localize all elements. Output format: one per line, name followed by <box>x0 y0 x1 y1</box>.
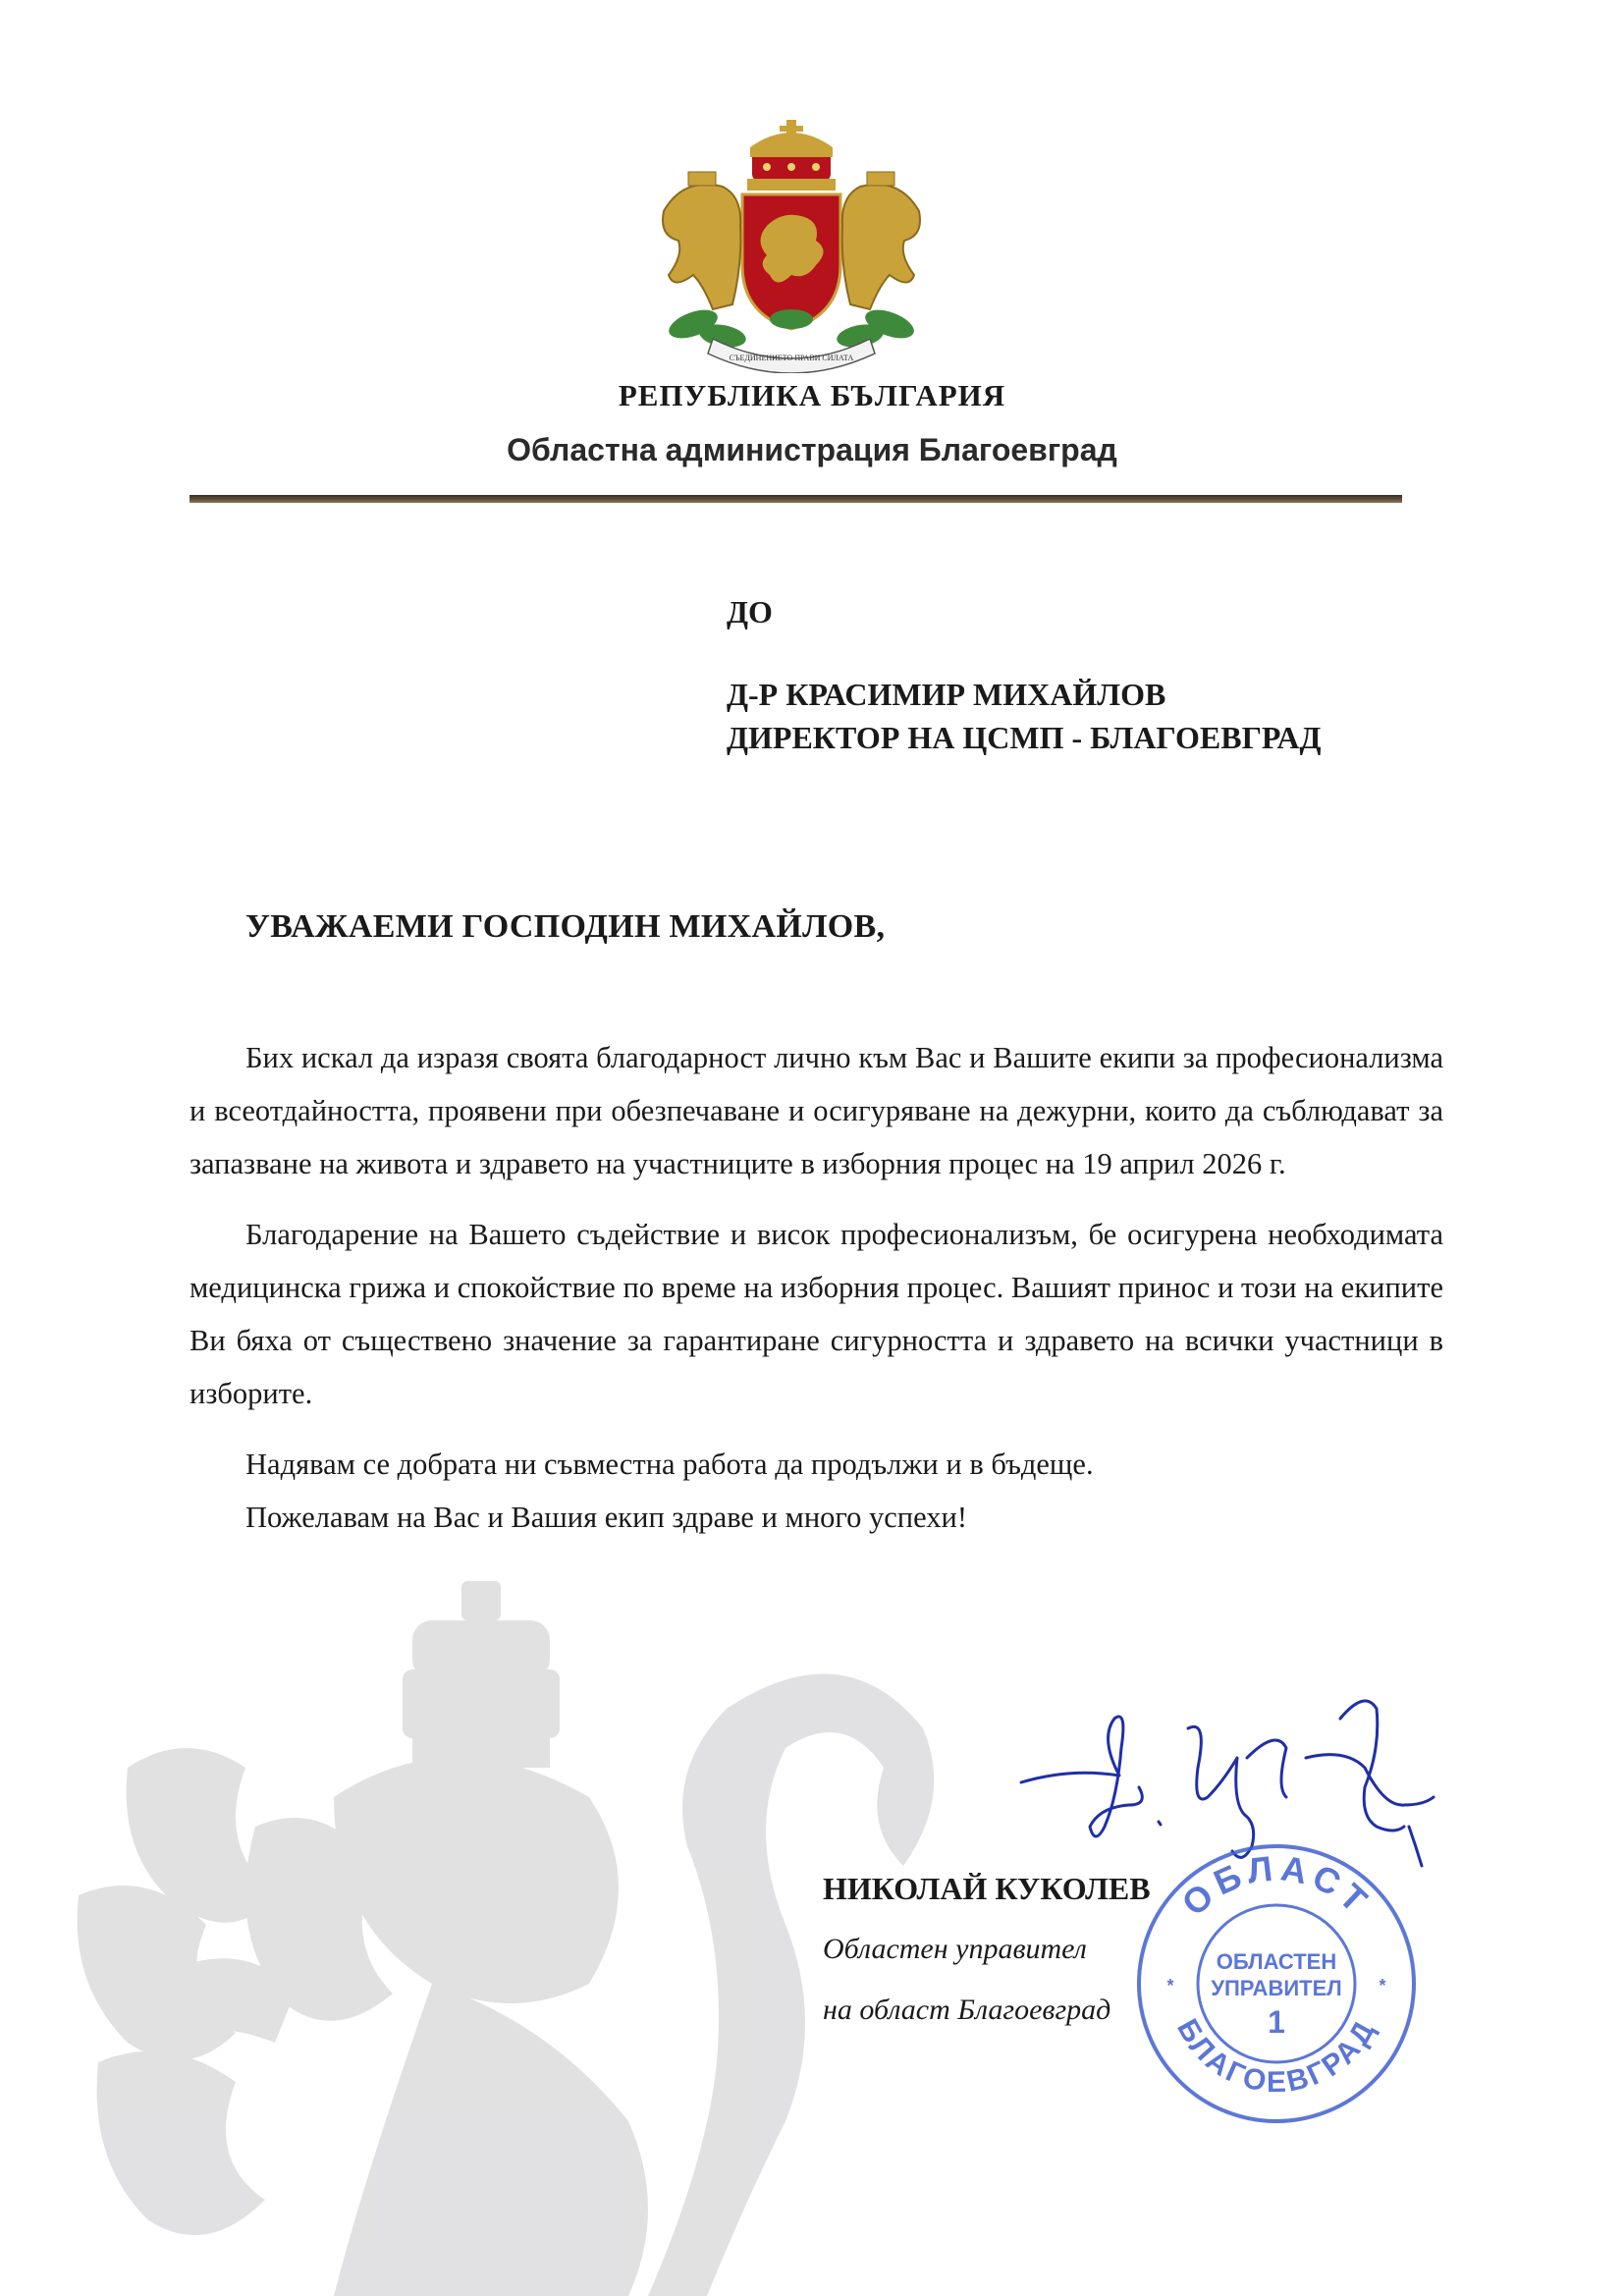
to-label: ДО <box>727 594 773 629</box>
official-stamp <box>1129 1836 1424 2131</box>
body-paragraph-2: Благодарение на Вашето съдействие и висок професионализъм, бе осигурена необходимата медицинска грижа и спокойствие по време на изборния процес. Вашият принос и този на екипите Ви бяха от съществено значение за гарантиране сигурността и здравето на всички участници в изборите. <box>189 1218 1443 1410</box>
header-divider <box>189 495 1402 503</box>
recipient-block <box>727 673 1322 759</box>
stamp-center-line-2: УПРАВИТЕЛ <box>1211 1976 1342 2000</box>
institution-title: Областна администрация Благоевград <box>507 432 1117 467</box>
stamp-star-left-icon: * <box>1166 1976 1174 1995</box>
coat-of-arms-icon <box>644 118 939 373</box>
salutation: УВАЖАЕМИ ГОСПОДИН МИХАЙЛОВ, <box>245 908 886 945</box>
stamp-number: 1 <box>1268 2004 1285 2040</box>
motto-text: СЪЕДИНЕНИЕТО ПРАВИ СИЛАТА <box>729 354 854 362</box>
body-paragraph-1: Бих искал да изразя своята благодарност лично към Вас и Вашите екипи за професионализма и всеотдайността, проявени при обезпечаване и осигуряване на дежурни, които да съблюдават за запазване на живота и здравето на участниците в изборния процес на 19 април 2026 г. <box>189 1041 1443 1180</box>
svg-text:ОБЛАСТ <box>1174 1847 1380 1924</box>
signatory-position: Областен управител <box>823 1933 1087 1965</box>
body-line-3: Надявам се добрата ни съвместна работа да продължи и в бъдеще. <box>245 1448 1094 1481</box>
country-title: РЕПУБЛИКА БЪЛГАРИЯ <box>618 378 1006 412</box>
recipient-position: ДИРЕКТОР НА ЦСМП - БЛАГОЕВГРАД <box>727 720 1322 755</box>
stamp-bottom-arc: БЛАГОЕВГРАД <box>1170 2013 1382 2100</box>
letter-body <box>189 1031 1443 1544</box>
stamp-star-right-icon: * <box>1379 1976 1386 1995</box>
stamp-top-arc: ОБЛАСТ <box>1173 1847 1380 1924</box>
body-line-4: Пожелавам на Вас и Вашия екип здраве и много успехи! <box>245 1501 967 1534</box>
recipient-name: Д-Р КРАСИМИР МИХАЙЛОВ <box>727 677 1166 712</box>
signatory-name: НИКОЛАЙ КУКОЛЕВ <box>823 1871 1151 1906</box>
stamp-center-line-1: ОБЛАСТЕН <box>1216 1949 1337 1974</box>
signatory-region: на област Благоевград <box>823 1994 1111 2026</box>
